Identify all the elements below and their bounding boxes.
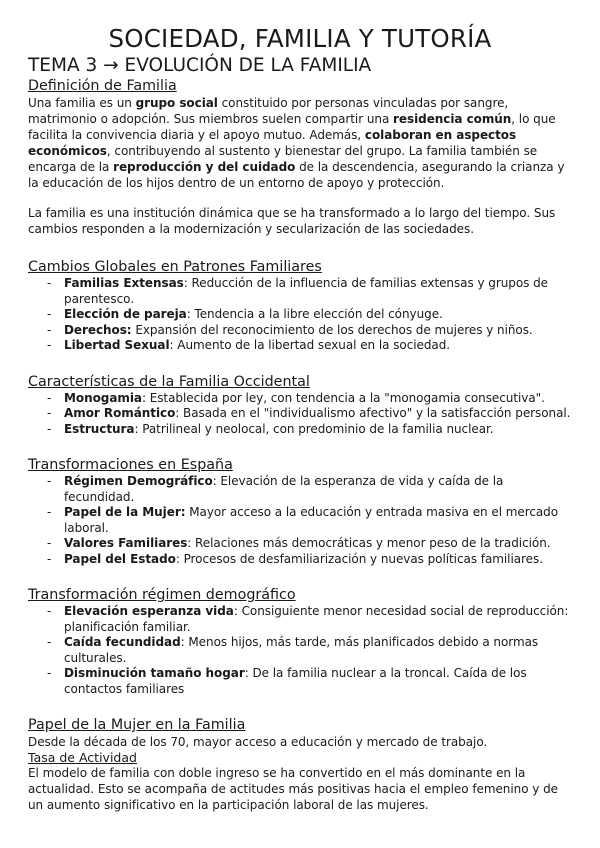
list-item: - Elevación esperanza vida: Consiguiente menor necesidad social de reproducción: planificación familiar. <box>47 604 572 635</box>
section-caracteristicas <box>28 374 572 438</box>
list-item: - Caída fecundidad: Menos hijos, más tarde, más planificados debido a normas culturales. <box>47 635 572 666</box>
list-item: - Disminución tamaño hogar: De la familia nuclear a la troncal. Caída de los contactos familiares <box>47 666 572 697</box>
list-item: - Derechos: Expansión del reconocimiento de los derechos de mujeres y niños. <box>47 323 572 339</box>
section-heading: Papel de la Mujer en la Familia <box>28 717 246 733</box>
section-heading: Transformación régimen demográfico <box>28 587 296 603</box>
caracteristicas-list <box>28 391 572 438</box>
list-item: - Familias Extensas: Reducción de la influencia de familias extensas y grupos de parentesco. <box>47 276 572 307</box>
section-definicion <box>28 78 572 237</box>
section-regimen <box>28 587 572 697</box>
section-heading: Características de la Familia Occidental <box>28 373 310 390</box>
list-item: - Estructura: Patrilineal y neolocal, con predominio de la familia nuclear. <box>47 422 572 438</box>
list-item: - Papel del Estado: Procesos de desfamiliarización y nuevas políticas familiares. <box>47 552 572 568</box>
list-item: - Papel de la Mujer: Mayor acceso a la educación y entrada masiva en el mercado laboral. <box>47 505 572 536</box>
list-item: - Elección de pareja: Tendencia a la libre elección del cónyuge. <box>47 307 572 323</box>
page-subtitle: TEMA 3 → EVOLUCIÓN DE LA FAMILIA <box>28 55 372 76</box>
transformaciones-list <box>28 474 572 567</box>
section-mujer <box>28 717 572 813</box>
list-item: - Régimen Demográfico: Elevación de la esperanza de vida y caída de la fecundidad. <box>47 474 572 505</box>
tasa-paragraph: El modelo de familia con doble ingreso se ha convertido en el más dominante en la actualidad. Esto se acompaña de actitudes más positivas hacia el empleo femenino y de un aumento significativo en la participación laboral de las mujeres. <box>28 766 558 812</box>
list-item: - Libertad Sexual: Aumento de la libertad sexual en la sociedad. <box>47 338 572 354</box>
mujer-intro: Desde la década de los 70, mayor acceso a educación y mercado de trabajo. <box>28 735 488 749</box>
list-item: - Monogamia: Establecida por ley, con tendencia a la "monogamia consecutiva". <box>47 391 572 407</box>
list-item: - Amor Romántico: Basada en el "individualismo afectivo" y la satisfacción personal. <box>47 406 572 422</box>
section-heading: Transformaciones en España <box>28 457 233 473</box>
page-title: SOCIEDAD, FAMILIA Y TUTORÍA <box>108 24 492 53</box>
cambios-list <box>28 276 572 354</box>
list-item: - Valores Familiares: Relaciones más democráticas y menor peso de la tradición. <box>47 536 572 552</box>
section-heading: Cambios Globales en Patrones Familiares <box>28 259 322 275</box>
regimen-list <box>28 604 572 697</box>
tasa-heading: Tasa de Actividad <box>28 750 137 765</box>
section-transformaciones <box>28 457 572 567</box>
definition-paragraph: Una familia es un grupo social constituido por personas vinculadas por sangre, matrimonio o adopción. Sus miembros suelen compartir una residencia común, lo que facilita la convivencia diaria y el apoyo mutuo. Además, colaboran en aspectos económicos, contribuyendo al sustento y bienestar del grupo. La familia también se encarga de la reproducción y del cuidado de la descendencia, asegurando la crianza y la educación de los hijos dentro de un entorno de apoyo y protección. <box>28 96 565 190</box>
section-cambios <box>28 259 572 354</box>
dynamic-institution-paragraph: La familia es una institución dinámica que se ha transformado a lo largo del tiempo. Sus cambios responden a la modernización y secularización de las sociedades. <box>28 206 556 236</box>
section-heading: Definición de Familia <box>28 78 177 94</box>
